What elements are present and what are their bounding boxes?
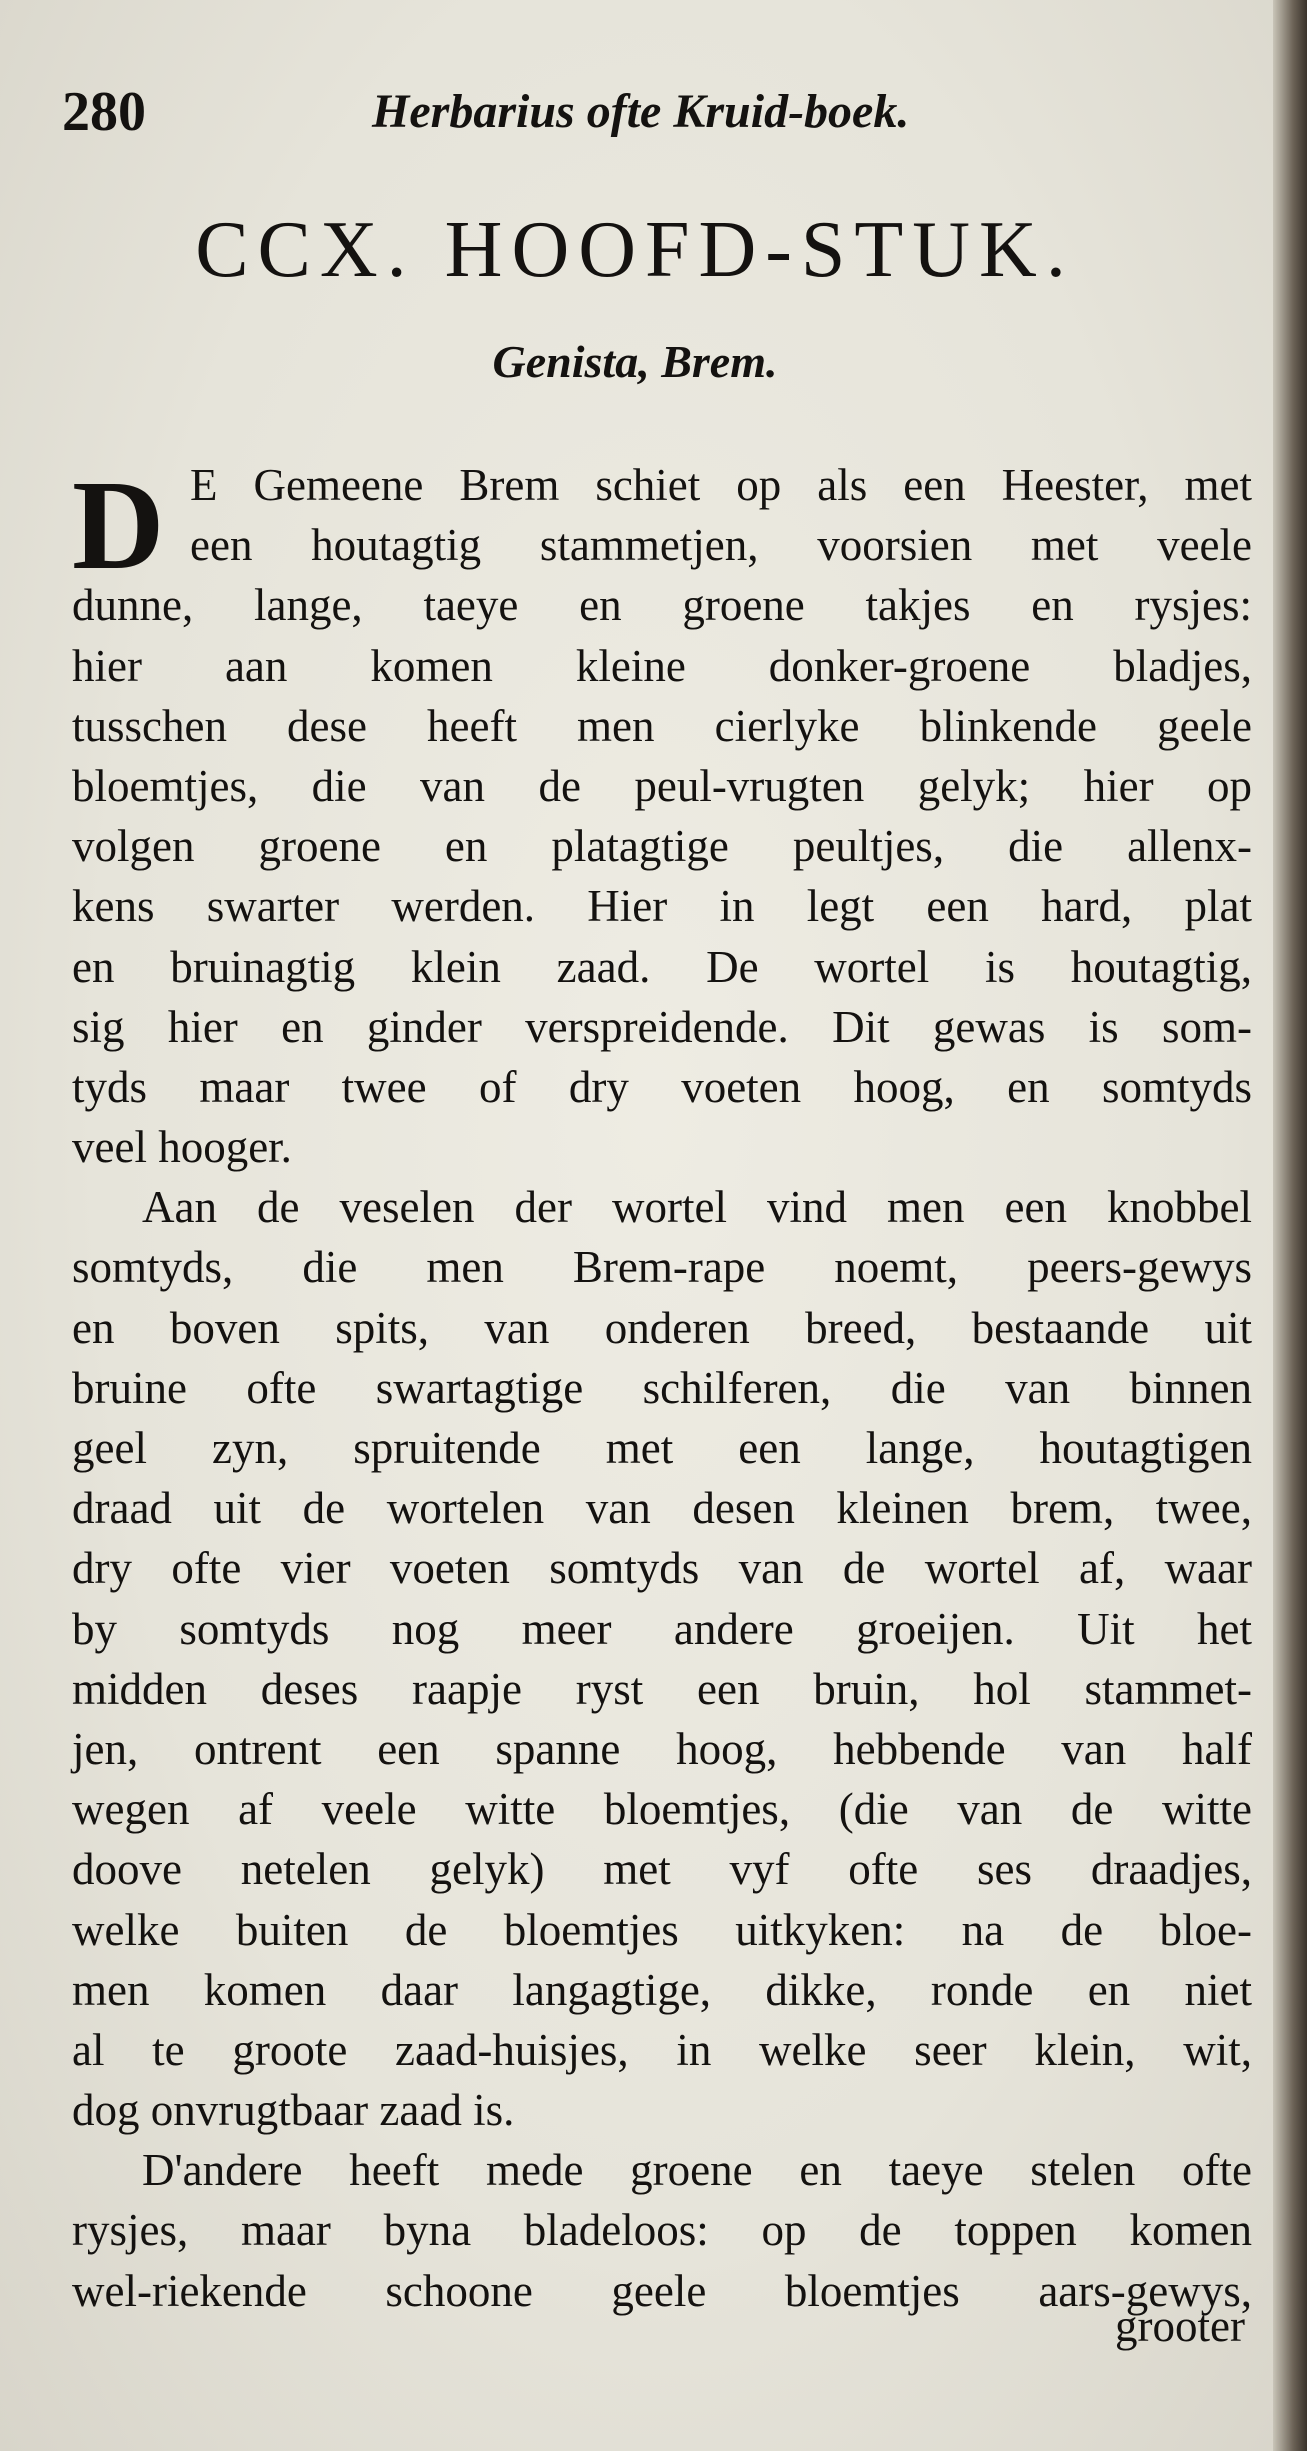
text-line: wegen af veele witte bloemtjes, (die van de witte xyxy=(72,1784,1252,1835)
text-line: E Gemeene Brem schiet op als een Heester, met xyxy=(190,460,1252,510)
text-line: by somtyds nog meer andere groeijen. Uit het xyxy=(72,1603,1252,1654)
text-line: jen, ontrent een spanne hoog, hebbende van half xyxy=(72,1723,1252,1774)
text-line: al te groote zaad-huisjes, in welke seer klein, wit, xyxy=(72,2024,1252,2075)
text-line: doove netelen gelyk) met vyf ofte ses draadjes, xyxy=(72,1844,1252,1895)
chapter-title: CCX. HOOFD-STUK. xyxy=(195,206,1075,294)
text-line: sig hier en ginder verspreidende. Dit gewas is som- xyxy=(72,1001,1252,1052)
page-header xyxy=(62,80,1212,150)
text-line: tusschen dese heeft men cierlyke blinkende geele xyxy=(72,700,1252,751)
text-line: volgen groene en platagtige peultjes, die allenx- xyxy=(72,821,1252,872)
running-head: Herbarius ofte Kruid-boek. xyxy=(372,85,910,138)
text-line: rysjes, maar byna bladeloos: op de toppen komen xyxy=(72,2205,1252,2256)
text-line: veel hooger. xyxy=(72,1122,292,1173)
plant-title: Genista, Brem. xyxy=(492,336,778,387)
body-text xyxy=(72,455,1252,2321)
text-line: dunne, lange, taeye en groene takjes en rysjes: xyxy=(72,580,1252,631)
book-spine xyxy=(1273,0,1307,2451)
text-line: Aan de veselen der wortel vind men een knobbel xyxy=(142,1182,1252,1233)
text-line: bloemtjes, die van de peul-vrugten gelyk; hier op xyxy=(72,760,1252,811)
text-line: D'andere heeft mede groene en taeye stelen ofte xyxy=(142,2145,1252,2196)
text-line: tyds maar twee of dry voeten hoog, en somtyds xyxy=(72,1061,1252,1112)
text-line: en bruinagtig klein zaad. De wortel is houtagtig, xyxy=(72,941,1252,992)
drop-cap: D xyxy=(72,454,165,596)
text-line: welke buiten de bloemtjes uitkyken: na de bloe- xyxy=(72,1904,1252,1955)
text-line: dry ofte vier voeten somtyds van de wortel af, waar xyxy=(72,1543,1252,1594)
text-line: een houtagtig stammetjen, voorsien met veele xyxy=(190,520,1252,571)
text-line: bruine ofte swartagtige schilferen, die van binnen xyxy=(72,1362,1252,1413)
text-line: midden deses raapje ryst een bruin, hol stammet- xyxy=(72,1663,1252,1714)
text-line: dog onvrugtbaar zaad is. xyxy=(72,2085,515,2136)
text-line: draad uit de wortelen van desen kleinen brem, twee, xyxy=(72,1483,1252,1534)
page-number: 280 xyxy=(62,81,146,143)
text-line: somtyds, die men Brem-rape noemt, peers-gewys xyxy=(72,1242,1252,1293)
text-line: wel-riekende schoone geele bloemtjes aars-gewys, xyxy=(72,2265,1252,2316)
text-line: hier aan komen kleine donker-groene bladjes, xyxy=(72,640,1252,691)
text-line: kens swarter werden. Hier in legt een hard, plat xyxy=(72,881,1252,932)
text-line: geel zyn, spruitende met een lange, houtagtigen xyxy=(72,1423,1252,1473)
catchword: grooter xyxy=(1115,2301,1245,2351)
text-line: en boven spits, van onderen breed, bestaande uit xyxy=(72,1302,1252,1353)
text-line: men komen daar langagtige, dikke, ronde en niet xyxy=(72,1964,1252,2015)
